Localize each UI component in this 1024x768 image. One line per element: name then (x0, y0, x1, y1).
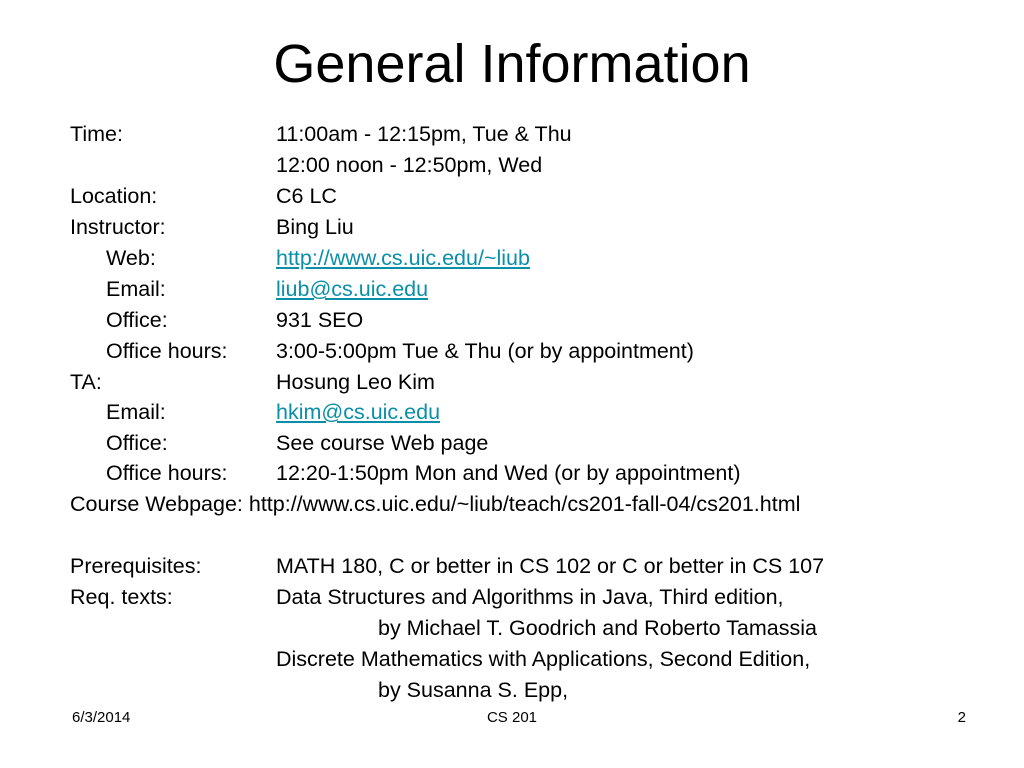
instructor-hours-label: Office hours: (106, 339, 228, 363)
text2-title: Discrete Mathematics with Applications, Second Edition, (276, 647, 811, 671)
instructor-web-label: Web: (106, 246, 156, 270)
course-webpage-text: Course Webpage: http://www.cs.uic.edu/~liub/teach/cs201-fall-04/cs201.html (70, 492, 801, 516)
ta-hours-label: Office hours: (106, 461, 228, 485)
text2-authors: by Susanna S. Epp, (378, 678, 569, 702)
footer-course: CS 201 (486, 709, 538, 726)
location-value: C6 LC (276, 184, 337, 208)
instructor-name: Bing Liu (276, 215, 354, 239)
ta-email-link[interactable]: hkim@cs.uic.edu (276, 400, 441, 424)
text1-authors: by Michael T. Goodrich and Roberto Tamassia (378, 616, 817, 640)
instructor-office-label: Office: (106, 308, 168, 332)
ta-office-value: See course Web page (276, 431, 489, 455)
text1-title: Data Structures and Algorithms in Java, Third edition, (276, 585, 784, 609)
prerequisites-value: MATH 180, C or better in CS 102 or C or better in CS 107 (276, 554, 825, 578)
req-texts-label: Req. texts: (70, 585, 173, 609)
footer-page-number: 2 (957, 709, 966, 726)
time-value: 11:00am - 12:15pm, Tue & Thu (276, 122, 572, 146)
ta-label: TA: (70, 370, 102, 394)
instructor-hours-value: 3:00-5:00pm Tue & Thu (or by appointment) (276, 339, 694, 363)
footer-date: 6/3/2014 (72, 709, 131, 726)
ta-office-label: Office: (106, 431, 168, 455)
ta-email-label: Email: (106, 400, 166, 424)
instructor-office-value: 931 SEO (276, 308, 364, 332)
time-value-2: 12:00 noon - 12:50pm, Wed (276, 153, 543, 177)
instructor-email-link[interactable]: liub@cs.uic.edu (276, 277, 429, 301)
ta-hours-value: 12:20-1:50pm Mon and Wed (or by appointment) (276, 461, 741, 485)
time-label: Time: (70, 122, 123, 146)
slide-title: General Information (273, 34, 751, 94)
instructor-email-label: Email: (106, 277, 166, 301)
instructor-web-link[interactable]: http://www.cs.uic.edu/~liub (276, 246, 530, 270)
ta-name: Hosung Leo Kim (276, 370, 435, 394)
location-label: Location: (70, 184, 158, 208)
prerequisites-label: Prerequisites: (70, 554, 202, 578)
instructor-label: Instructor: (70, 215, 166, 239)
